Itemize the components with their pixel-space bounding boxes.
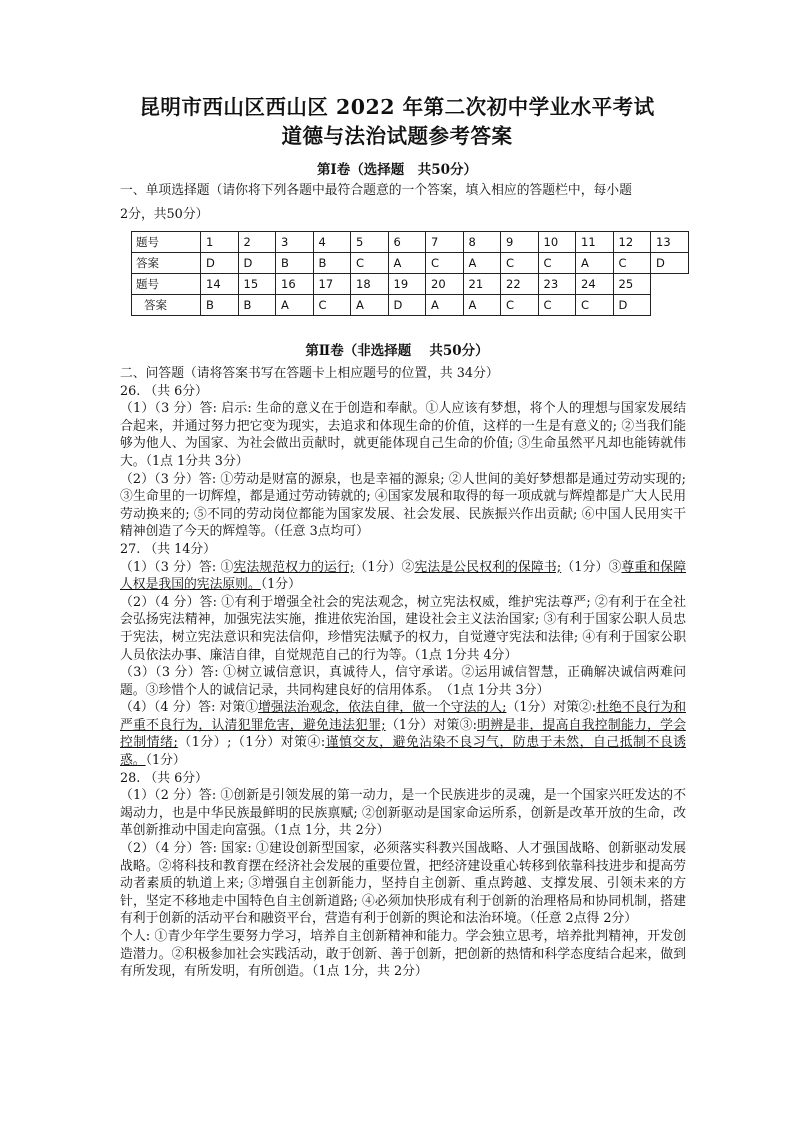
text-span: （1）（3 分）答: ①: [120, 559, 234, 575]
table-cell: D: [388, 295, 426, 316]
table-cell: A: [576, 253, 614, 274]
underlined-key-point: 增强法治观念，依法自律，做一个守法的人;: [258, 700, 507, 716]
underlined-key-point: 宪法是公民权利的保障书;: [414, 559, 562, 575]
table-cell: 8: [463, 232, 501, 253]
table-cell: 20: [426, 274, 464, 295]
table-cell: 14: [201, 274, 239, 295]
table-cell: A: [388, 253, 426, 274]
table-cell: A: [426, 295, 464, 316]
table-cell: C: [501, 295, 539, 316]
table-cell: C: [576, 295, 614, 316]
table-row: [132, 295, 689, 316]
instruction-line-2: 2分，共50分）: [120, 206, 209, 222]
row-label-number: 题号: [132, 274, 201, 295]
table-cell: B: [238, 295, 276, 316]
table-cell: C: [538, 253, 576, 274]
table-cell: B: [313, 253, 351, 274]
part2-instruction: 二、问答题（请将答案书写在答题卡上相应题号的位置，共 34分）: [120, 366, 499, 381]
table-cell: 18: [351, 274, 389, 295]
q27-answer-1: [120, 559, 686, 594]
table-cell: C: [613, 253, 651, 274]
answer-table: [131, 231, 689, 316]
q28-answer-2: （2）（4 分）答: 国家: ①建设创新型国家，必须落实科教兴国战略、人才强国战略、创新驱动发展战略。②将科技和教育摆在经济社会发展的重要位置，把经济建设重心转移到依靠科技进步和提高劳动者素质的轨道上来; ③增强自主创新能力，坚持自主创新、重点跨越、支撑发展、引领未来的方针，坚定不移地走中国特色自主创新道路; ④必须加快形成有利于创新的治理格局和协同机制，搭建有利于创新的活动平台和融资平台，营造有利于创新的舆论和法治环境。（任意 2点得 2分）: [120, 841, 686, 927]
table-empty-cell: [651, 274, 689, 295]
text-span: （1分）: [260, 577, 301, 593]
text-span: （1分）: [145, 753, 186, 769]
q28-answer-1: （1）（2 分）答: ①创新是引领发展的第一动力，是一个民族进步的灵魂，是一个国家兴旺发达的不竭动力，也是中华民族最鲜明的民族禀赋; ②创新驱动是国家命运所系，创新是改革开放的生命，改革创新推动中国走向富强。（1点 1分，共 2分）: [120, 788, 686, 839]
page-subtitle: 道德与法治试题参考答案: [281, 124, 513, 148]
table-cell: 3: [276, 232, 314, 253]
underlined-key-point: 明辨是非，提高自我控制能力，学会控制情绪;: [120, 717, 686, 751]
table-cell: 21: [463, 274, 501, 295]
q26-answer-2: （2）（3 分）答: ①劳动是财富的源泉，也是幸福的源泉; ②人世间的美好梦想都是通过劳动实现的; ③生命里的一切辉煌，都是通过劳动铸就的; ④国家发展和取得的每一项成就与辉煌都是广大人民用劳动换来的; ⑤不同的劳动岗位都能为国家发展、社会发展、民族振兴作出贡献; ⑥中国人民用实干精神创造了今天的辉煌等。（任意 3点均可）: [120, 471, 686, 540]
q28-answer-3: 个人: ①青少年学生要努力学习，培养自主创新精神和能力。学会独立思考，培养批判精神，开发创造潜力。②积极参加社会实践活动，敢于创新、善于创新，把创新的热情和科学态度结合起来，做到有所发现，有所发明，有所创造。（1点 1分，共 2分）: [120, 929, 686, 980]
table-cell: 5: [351, 232, 389, 253]
table-cell: 9: [501, 232, 539, 253]
underlined-key-point: 谨慎交友，避免沾染不良习气，防患于未然，自己抵制不良诱惑。: [120, 735, 686, 769]
table-cell: C: [313, 295, 351, 316]
table-cell: D: [651, 253, 689, 274]
table-cell: C: [351, 253, 389, 274]
underlined-key-point: 宪法规范权力的运行;: [233, 559, 355, 575]
table-cell: 13: [651, 232, 689, 253]
table-cell: A: [463, 295, 501, 316]
underlined-key-point: 尊重和保障人权是我国的宪法原则。: [120, 559, 687, 593]
table-cell: B: [276, 253, 314, 274]
table-cell: A: [276, 295, 314, 316]
part1-instruction: [120, 182, 690, 223]
text-span: （1分）对策②:: [506, 700, 597, 716]
table-cell: 12: [613, 232, 651, 253]
text-span: （1分）对策③:: [385, 717, 477, 733]
page-title: 昆明市西山区西山区 2022 年第二次初中学业水平考试: [139, 95, 655, 119]
q27-answer-3: （3）（3 分）答: ①树立诚信意识，真诚待人，信守承诺。②运用诚信智慧，正确解决诚信两难问题。③珍惜个人的诚信记录，共同构建良好的信用体系。 （1点 1分共 3分）: [120, 665, 686, 698]
answers-body: [120, 365, 686, 981]
table-cell: 22: [501, 274, 539, 295]
q26-answer-1: （1）（3 分）答: 启示: 生命的意义在于创造和奉献。①人应该有梦想，将个人的理想与国家发展结合起来，并通过努力把它变为现实，去追求和体现生命的价值，这样的一生是有意义的; ②当我们能够为他人、为国家、为社会做出贡献时，就更能体现自己生命的价值; ③生命虽然平凡却也能铸就伟大。（1点 1分共 3分）: [120, 401, 686, 469]
table-cell: C: [426, 253, 464, 274]
q26-heading: 26. （共 6分）: [120, 383, 208, 399]
table-cell: 15: [238, 274, 276, 295]
table-cell: 24: [576, 274, 614, 295]
text-span: （1分）③: [561, 559, 622, 575]
table-cell: 7: [426, 232, 464, 253]
table-cell: 11: [576, 232, 614, 253]
q27-answer-4: [120, 699, 686, 769]
row-label-answer: 答案: [132, 295, 201, 316]
underlined-key-point: 杜绝不良行为和严重不良行为，认清犯罪危害，避免违法犯罪;: [120, 700, 686, 733]
table-cell: C: [501, 253, 539, 274]
table-cell: C: [538, 295, 576, 316]
text-span: （1分）②: [354, 559, 415, 575]
table-cell: 16: [276, 274, 314, 295]
table-cell: B: [201, 295, 239, 316]
table-cell: 17: [313, 274, 351, 295]
table-cell: 19: [388, 274, 426, 295]
table-cell: 1: [201, 232, 239, 253]
text-span: （1分）;（1分）对策④:: [177, 735, 326, 751]
row-label-number: 题号: [132, 232, 201, 253]
table-cell: D: [201, 253, 239, 274]
row-label-answer: 答案: [132, 253, 201, 274]
table-cell: D: [613, 295, 651, 316]
q28-heading: 28. （共 6分）: [120, 770, 208, 786]
q27-heading: 27. （共 14分）: [120, 541, 216, 557]
table-cell: D: [238, 253, 276, 274]
table-cell: 4: [313, 232, 351, 253]
part2-heading: 第Ⅱ卷（非选择题 共50分）: [305, 343, 489, 359]
table-cell: 23: [538, 274, 576, 295]
table-row: [132, 253, 689, 274]
table-row: [132, 274, 689, 295]
table-cell: 10: [538, 232, 576, 253]
instruction-line-1: 一、单项选择题（请你将下列各题中最符合题意的一个答案，填入相应的答题栏中，每小题: [120, 183, 632, 198]
table-cell: 2: [238, 232, 276, 253]
table-empty-cell: [651, 295, 689, 316]
part1-heading: 第Ⅰ卷（选择题 共50分）: [316, 162, 478, 178]
text-span: （4）（4 分）答: 对策①: [120, 700, 259, 716]
table-cell: A: [351, 295, 389, 316]
table-cell: 6: [388, 232, 426, 253]
table-cell: A: [463, 253, 501, 274]
table-row: [132, 232, 689, 253]
table-cell: 25: [613, 274, 651, 295]
q27-answer-2: （2）（4 分）答: ①有利于增强全社会的宪法观念，树立宪法权威，维护宪法尊严; ②有利于在全社会弘扬宪法精神，加强宪法实施，推进依宪治国，建设社会主义法治国家; ③有利于国家公职人员忠于宪法，树立宪法意识和宪法信仰，珍惜宪法赋予的权力，自觉遵守宪法和法律; ④有利于国家公职人员依法办事、廉洁自律，自觉规范自己的行为等。（1点 1分共 4分）: [120, 594, 686, 663]
